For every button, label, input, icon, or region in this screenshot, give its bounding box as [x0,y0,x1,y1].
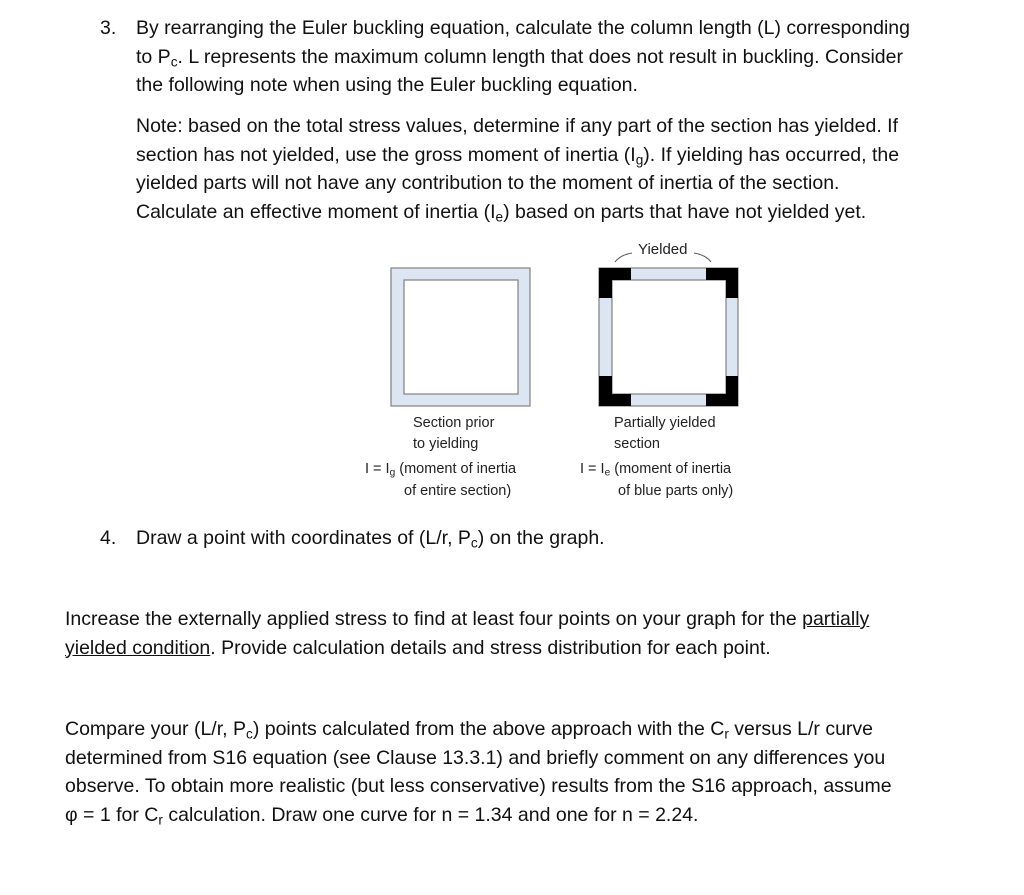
section-partially-yielded [599,268,738,406]
right-formula-2: of blue parts only) [618,483,734,499]
paragraph-compare [65,715,982,829]
yielded-callout-left [615,253,632,262]
q3-line-3: the following note when using the Euler buckling equation. [136,74,638,96]
yielded-label: Yielded [638,241,688,258]
para2-line-2: determined from S16 equation (see Clause 13.3.1) and briefly comment on any differences you [65,746,886,769]
left-formula-1: $I = I_g$ (moment of inertia [365,461,517,479]
para2-line-3: observe. To obtain more realistic (but less conservative) results from the S16 approach, assume [65,775,892,797]
para1-line-2: yielded condition. Provide calculation details and stress distribution for each point. [65,636,771,659]
left-caption-2: to yielding [413,436,479,452]
note-line-3: yielded parts will not have any contribution to the moment of inertia of the section. [136,172,840,194]
q4-text: Draw a point with coordinates of (L/r, $P_c$) on the graph. [136,527,605,551]
right-caption-1: Partially yielded [614,415,716,431]
paragraph-partially-yielded [65,605,982,662]
q3-number: 3. [100,17,117,39]
section-prior-to-yielding [391,268,530,406]
para2-line-4: φ = 1 for $C_r$ calculation. Draw one curve for n = 1.34 and one for n = 2.24. [65,803,699,827]
right-caption-2: section [614,436,660,452]
right-formula-1: $I = I_e$ (moment of inertia [580,461,732,479]
yielded-callout-right [694,253,711,262]
para2-line-1: Compare your (L/r, $P_c$) points calculated from the above approach with the $C_r$ versus L/r curve [65,718,874,742]
note-line-2: section has not yielded, use the gross moment of inertia $(I_g)$. If yielding has occurred, the [136,143,900,167]
note-line-1: Note: based on the total stress values, determine if any part of the section has yielded. If [136,115,899,137]
para1-line-1: Increase the externally applied stress to find at least four points on your graph for the partially [65,608,870,630]
left-caption-1: Section prior [413,415,495,431]
left-formula-2: of entire section) [404,483,512,499]
q3-line-1: By rearranging the Euler buckling equation, calculate the column length (L) corresponding [136,17,910,39]
q4-number: 4. [100,527,117,549]
q3-line-2: to $P_c$. L represents the maximum column length that does not result in buckling. Consider [136,45,903,69]
note-line-4: Calculate an effective moment of inertia $(I_e)$ based on parts that have not yielded yet. [136,200,867,224]
